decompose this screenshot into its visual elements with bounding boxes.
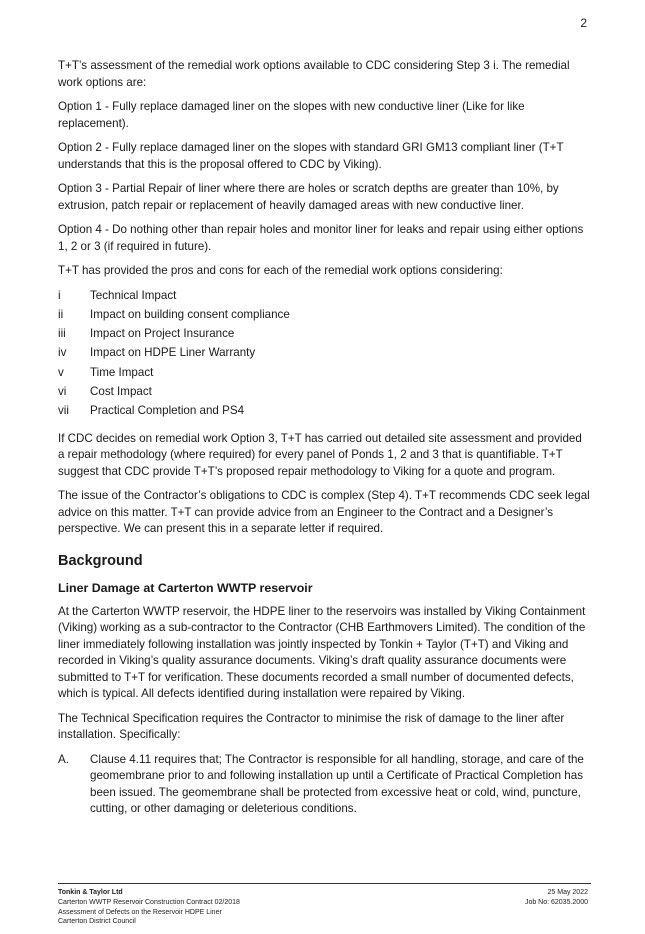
footer-company: Tonkin & Taylor Ltd [58,889,123,896]
list-item-number: v [58,365,64,379]
clause-item [58,752,591,818]
paragraph-option-4: Option 4 - Do nothing other than repair holes and monitor liner for leaks and repair using either options 1, 2 or 3 (if required in future). [58,223,584,253]
list-item-text: Impact on HDPE Liner Warranty [90,346,256,360]
paragraph-intro: T+T’s assessment of the remedial work options available to CDC considering Step 3 i. The remedial work options are: [58,59,570,89]
section-heading: Background [58,552,143,569]
footer-job-number: Job No: 62035.2000 [524,898,588,906]
footer-report-title: Assessment of Defects on the Reservoir HDPE Liner [58,908,222,916]
list-item [58,403,591,422]
list-item-number: iii [58,327,66,341]
list-item-text: Technical Impact [90,288,177,302]
footer-left [58,888,240,927]
footer-contract: Carterton WWTP Reservoir Construction Contract 02/2018 [58,898,240,906]
list-item-number: vii [58,404,69,418]
paragraph-background: At the Carterton WWTP reservoir, the HDPE liner to the reservoirs was installed by Viking Containment (Viking) working as a sub-contractor to the Contractor (CHB Earthmovers Limited). The condition of the liner immediately following installation was jointly inspected by Tonkin + Taylor (T+T) and Viking and recorded in Viking’s quality assurance documents. Viking’s draft quality assurance documents were submitted to T+T for verification. These documents recorded a small number of documented defects, which is typical. All defects identified during installation were repaired by Viking. [58,604,586,701]
list-item-number: i [58,288,61,302]
list-item-text: Impact on building consent compliance [90,307,290,321]
list-item [58,384,591,403]
list-item [58,326,591,345]
paragraph-option-2: Option 2 - Fully replace damaged liner on the slopes with standard GRI GM13 compliant liner (T+T understands that this is the proposal offered to CDC by Viking). [58,141,564,171]
list-item-number: ii [58,307,64,321]
list-item-text: Practical Completion and PS4 [90,404,245,418]
paragraph-option-3-decision: If CDC decides on remedial work Option 3, T+T has carried out detailed site assessment and provided a repair methodology (where required) for every panel of Ponds 1, 2 and 3 that is quantifiable. T+T suggest that CDC provide T+T’s proposed repair methodology to Viking for a quote and program. [58,431,582,478]
paragraph-technical-spec: The Technical Specification requires the Contractor to minimise the risk of damage to the liner after installation. Specifically: [58,711,565,742]
considerations-list [58,288,591,423]
footer-right [525,888,588,908]
list-item-number: vi [58,384,67,398]
clause-letter: A. [58,752,69,766]
paragraph-contractor-obligations: The issue of the Contractor’s obligations to CDC is complex (Step 4). T+T recommends CDC seek legal advice on this matter. T+T can provide advice from an Engineer to the Contract and a Designer’s perspective. We can present this in a separate letter if required. [58,489,590,536]
paragraph-option-1: Option 1 - Fully replace damaged liner on the slopes with new conductive liner (Like for like replacement). [58,100,525,130]
paragraph-pros-cons: T+T has provided the pros and cons for each of the remedial work options considering: [58,264,503,277]
clause-text: Clause 4.11 requires that; The Contractor is responsible for all handling, storage, and care of the geomembrane prior to and following installation up until a Certificate of Practical Completion has been issued. The geomembrane shall be protected from excessive heat or cold, wind, puncture, cutting, or other damaging or deleterious conditions. [90,752,584,816]
list-item [58,288,591,307]
paragraph-option-3: Option 3 - Partial Repair of liner where there are holes or scratch depths are greater than 10%, by extrusion, patch repair or replacement of heavily damaged areas with new conductive liner. [58,182,559,212]
footer-client: Carterton District Council [58,918,136,926]
footer-date: 25 May 2022 [547,889,588,896]
list-item [58,345,591,364]
list-item-number: iv [58,346,67,360]
list-item-text: Time Impact [90,365,154,379]
list-item [58,365,591,384]
document-body [58,58,591,818]
subsection-heading: Liner Damage at Carterton WWTP reservoir [58,580,313,595]
page-footer [58,883,591,926]
list-item-text: Cost Impact [90,384,152,398]
list-item-text: Impact on Project Insurance [90,327,235,341]
list-item [58,307,591,326]
page-number: 2 [580,16,587,30]
